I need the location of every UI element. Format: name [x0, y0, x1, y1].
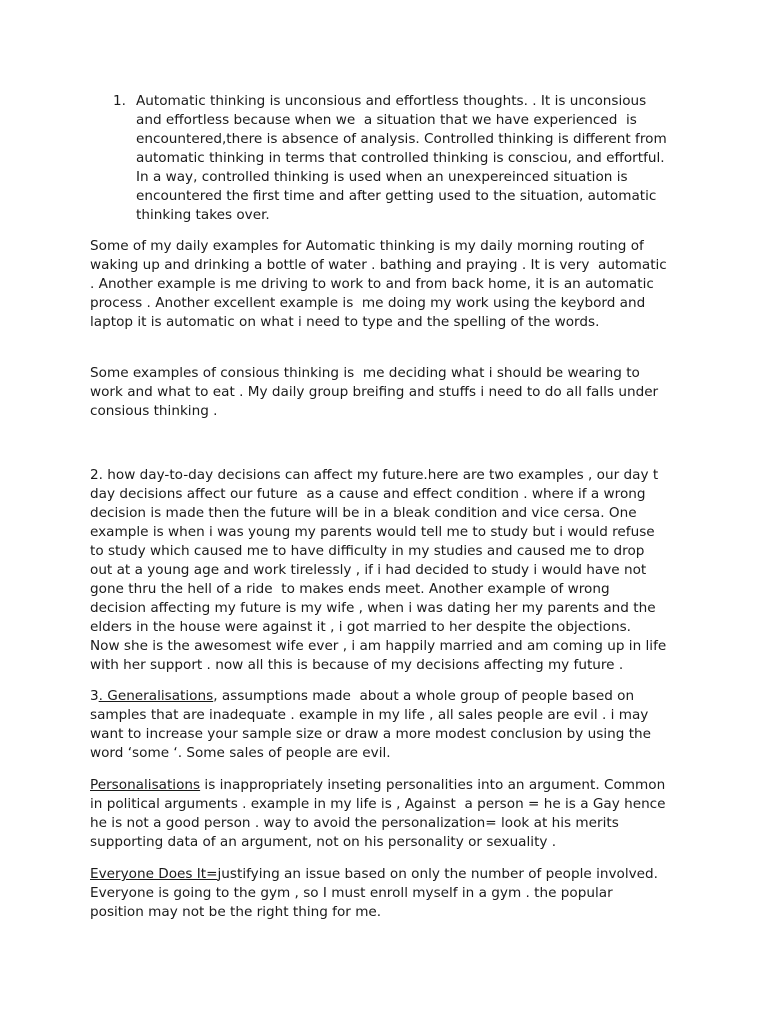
text-line: . Another example is me driving to work to and from back home, it is an automatic: [90, 276, 654, 292]
text-line: thinking takes over.: [136, 207, 270, 223]
text-line: laptop it is automatic on what i need to type and the spelling of the words.: [90, 314, 600, 330]
text-line: he is not a good person . way to avoid the personalization= look at his merits: [90, 815, 619, 831]
text-segment: , assumptions made about a whole group of people based on: [213, 688, 635, 704]
text-line: in political arguments . example in my life is , Against a person = he is a Gay hence: [90, 796, 666, 812]
text-segment: is inappropriately inseting personalities into an argument. Common: [200, 777, 666, 793]
term-everyone-does-it: Everyone Does It=: [90, 866, 218, 882]
text-line: [90, 687, 634, 706]
text-line: with her support . now all this is because of my decisions affecting my future .: [90, 657, 624, 673]
text-line: word ‘some ‘. Some sales of people are evil.: [90, 745, 391, 761]
text-line: samples that are inadequate . example in my life , all sales people are evil . i may: [90, 707, 649, 723]
text-line: In a way, controlled thinking is used when an unexpereinced situation is: [136, 169, 628, 185]
text-line: automatic thinking in terms that controlled thinking is consciou, and effortful.: [136, 150, 665, 166]
text-line: work and what to eat . My daily group breifing and stuffs i need to do all falls under: [90, 384, 659, 400]
text-line: [90, 865, 658, 884]
text-line: encountered the first time and after getting used to the situation, automatic: [136, 188, 657, 204]
text-line: gone thru the hell of a ride to makes ends meet. Another example of wrong: [90, 581, 610, 597]
text-line: out at a young age and work tirelessly , if i had decided to study i would have not: [90, 562, 647, 578]
text-line: want to increase your sample size or draw a more modest conclusion by using the: [90, 726, 652, 742]
text-line: 2. how day-to-day decisions can affect my future.here are two examples , our day t: [90, 467, 659, 483]
text-line: day decisions affect our future as a cause and effect condition . where if a wrong: [90, 486, 646, 502]
term-personalisations: Personalisations: [90, 777, 201, 793]
text-line: and effortless because when we a situation that we have experienced is: [136, 112, 637, 128]
text-line: Everyone is going to the gym , so I must enroll myself in a gym . the popular: [90, 885, 613, 901]
text-line: elders in the house were against it , i got married to her despite the objections.: [90, 619, 632, 635]
text-line: encountered,there is absence of analysis. Controlled thinking is different from: [136, 131, 667, 147]
text-line: waking up and drinking a bottle of water . bathing and praying . It is very automatic: [90, 257, 667, 273]
text-line: decision is made then the future will be in a bleak condition and vice cersa. One: [90, 505, 637, 521]
text-line: Automatic thinking is unconsious and effortless thoughts. . It is unconsious: [136, 93, 647, 109]
text-line: to study which caused me to have difficulty in my studies and caused me to drop: [90, 543, 645, 559]
text-line: supporting data of an argument, not on his personality or sexuality .: [90, 834, 557, 850]
text-line: [90, 776, 665, 795]
text-line: Some examples of consious thinking is me deciding what i should be wearing to: [90, 365, 640, 381]
term-generalisations: . Generalisations: [98, 688, 214, 704]
section-number: 3: [90, 688, 99, 704]
text-line: example is when i was young my parents would tell me to study but i would refuse: [90, 524, 655, 540]
text-line: position may not be the right thing for me.: [90, 904, 382, 920]
text-segment: justifying an issue based on only the number of people involved.: [217, 866, 658, 882]
text-line: Some of my daily examples for Automatic thinking is my daily morning routing of: [90, 238, 644, 254]
text-line: decision affecting my future is my wife , when i was dating her my parents and the: [90, 600, 656, 616]
text-line: Now she is the awesomest wife ever , i am happily married and am coming up in life: [90, 638, 667, 654]
text-line: consious thinking .: [90, 403, 218, 419]
list-item-number: 1.: [113, 93, 126, 109]
text-line: process . Another excellent example is me doing my work using the keybord and: [90, 295, 646, 311]
